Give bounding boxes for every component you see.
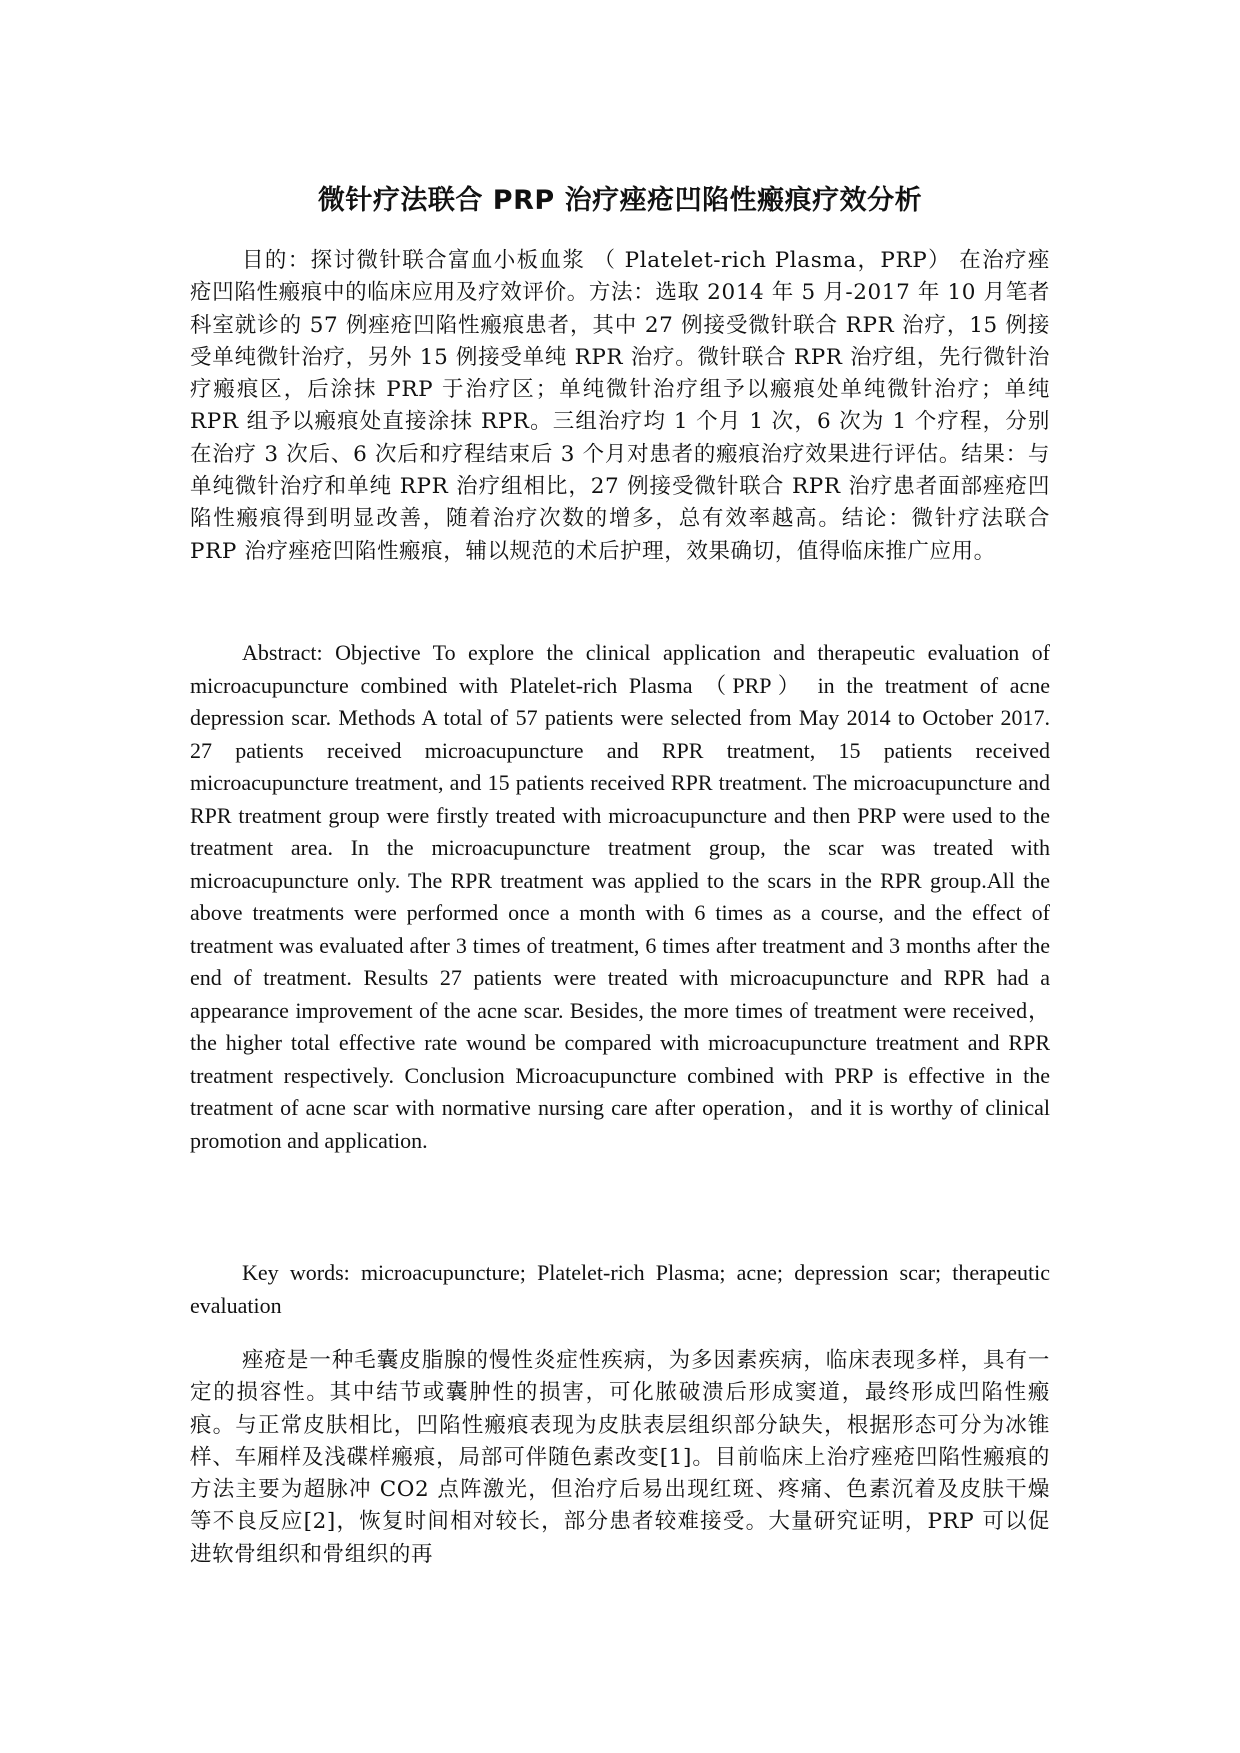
keywords-paragraph: Key words: microacupuncture; Platelet-rich Plasma; acne; depression scar; therapeutic evaluation — [190, 1260, 1050, 1318]
paper-title: 微针疗法联合 PRP 治疗痤疮凹陷性瘢痕疗效分析 — [317, 185, 923, 217]
introduction-paragraph: 痤疮是一种毛囊皮脂腺的慢性炎症性疾病，为多因素疾病，临床表现多样，具有一定的损容性。其中结节或囊肿性的损害，可化脓破溃后形成窦道，最终形成凹陷性瘢痕。与正常皮肤相比，凹陷性瘢痕表现为皮肤表层组织部分缺失，根据形态可分为冰锥样、车厢样及浅碟样瘢痕，局部可伴随色素改变[1]。目前临床上治疗痤疮凹陷性瘢痕的方法主要为超脉冲 CO2 点阵激光，但治疗后易出现红斑、疼痛、色素沉着及皮肤干燥等不良反应[2]，恢复时间相对较长，部分患者较难接受。大量研究证明，PRP 可以促进软骨组织和骨组织的再 — [190, 1348, 1050, 1567]
english-abstract-paragraph: Abstract: Objective To explore the clinical application and therapeutic evaluation of microacupuncture combined with Platelet-rich Plasma （PRP） in the treatment of acne depression scar. Methods A total of 57 patients were selected from May 2014 to October 2017. 27 patients received microacupuncture and RPR treatment, 15 patients received microacupuncture treatment, and 15 patients received RPR treatment. The microacupuncture and RPR treatment group were firstly treated with microacupuncture and then PRP were used to the treatment area. In the microacupuncture treatment group, the scar was treated with microacupuncture only. The RPR treatment was applied to the scars in the RPR group.All the above treatments were performed once a month with 6 times as a course, and the effect of treatment was evaluated after 3 times of treatment, 6 times after treatment and 3 months after the end of treatment. Results 27 patients were treated with microacupuncture and RPR had a appearance improvement of the acne scar. Besides, the more times of treatment were received，the higher total effective rate wound be compared with microacupuncture treatment and RPR treatment respectively. Conclusion Microacupuncture combined with PRP is effective in the treatment of acne scar with normative nursing care after operation，and it is worthy of clinical promotion and application. — [190, 640, 1050, 1153]
chinese-abstract-paragraph: 目的：探讨微针联合富血小板血浆 （ Platelet-rich Plasma，PRP） 在治疗痤疮凹陷性瘢痕中的临床应用及疗效评价。方法：选取 2014 年 5 月-2017 年 10 月笔者科室就诊的 57 例痤疮凹陷性瘢痕患者，其中 27 例接受微针联合 RPR 治疗，15 例接受单纯微针治疗，另外 15 例接受单纯 RPR 治疗。微针联合 RPR 治疗组，先行微针治疗瘢痕区，后涂抹 PRP 于治疗区；单纯微针治疗组予以瘢痕处单纯微针治疗；单纯 RPR 组予以瘢痕处直接涂抹 RPR。三组治疗均 1 个月 1 次，6 次为 1 个疗程，分别在治疗 3 次后、6 次后和疗程结束后 3 个月对患者的瘢痕治疗效果进行评估。结果：与单纯微针治疗和单纯 RPR 治疗组相比，27 例接受微针联合 RPR 治疗患者面部痤疮凹陷性瘢痕得到明显改善，随着治疗次数的增多，总有效率越高。结论：微针疗法联合 PRP 治疗痤疮凹陷性瘢痕，辅以规范的术后护理，效果确切，值得临床推广应用。 — [190, 248, 1050, 564]
